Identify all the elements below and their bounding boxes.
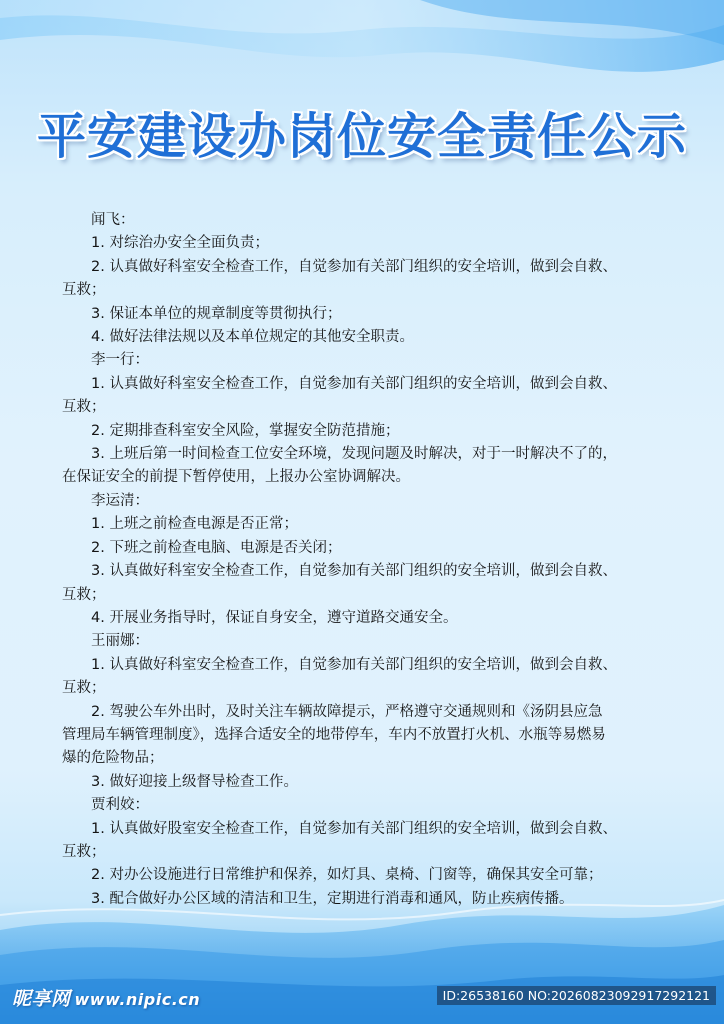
- paragraph-line: 闻飞：: [91, 212, 135, 228]
- paragraph-line: 3. 配合做好办公区域的清洁和卫生，定期进行消毒和通风，防止疾病传播。: [91, 890, 574, 907]
- paragraph-line: 爆的危险物品；: [62, 750, 164, 767]
- watermark-logo-text: 昵享网: [12, 988, 71, 1010]
- paragraph-line: 1. 认真做好科室安全检查工作，自觉参加有关部门组织的安全培训，做到会自救、: [91, 375, 617, 392]
- paragraph-line: 2. 驾驶公车外出时，及时关注车辆故障提示，严格遵守交通规则和《汤阴县应急: [91, 703, 603, 720]
- paragraph-line: 2. 下班之前检查电脑、电源是否关闭；: [91, 539, 342, 556]
- paragraph-line: 互救；: [62, 843, 106, 860]
- paragraph-line: 4. 做好法律法规以及本单位规定的其他安全职责。: [91, 329, 414, 346]
- paragraph-line: 李一行：: [91, 352, 149, 369]
- paragraph-line: 2. 对办公设施进行日常维护和保养，如灯具、桌椅、门窗等，确保其安全可靠；: [91, 867, 603, 884]
- paragraph-line: 1. 认真做好股室安全检查工作，自觉参加有关部门组织的安全培训，做到会自救、: [91, 820, 617, 837]
- paragraph-line: 1. 上班之前检查电源是否正常；: [91, 516, 298, 533]
- image-id-label: ID:26538160 NO:20260823092917292121: [437, 986, 716, 1005]
- watermark-logo: [12, 984, 200, 1011]
- paragraph-line: 3. 做好迎接上级督导检查工作。: [91, 773, 298, 790]
- paragraph-line: 1. 对综治办安全全面负责；: [91, 235, 269, 252]
- paragraph-line: 互救；: [62, 282, 106, 299]
- paragraph-line: 管理局车辆管理制度》，选择合适安全的地带停车，车内不放置打火机、水瓶等易燃易: [62, 726, 606, 743]
- paragraph-line: 2. 定期排查科室安全风险，掌握安全防范措施；: [91, 422, 400, 439]
- responsibility-text: [62, 209, 662, 911]
- paragraph-line: 贾利姣：: [91, 797, 149, 814]
- paragraph-line: 1. 认真做好科室安全检查工作，自觉参加有关部门组织的安全培训，做到会自救、: [91, 656, 617, 673]
- paragraph-line: 3. 保证本单位的规章制度等贯彻执行；: [91, 305, 342, 322]
- watermark-url: www.nipic.cn: [74, 990, 201, 1009]
- paragraph-line: 互救；: [62, 586, 106, 603]
- paragraph-line: 互救；: [62, 399, 106, 416]
- paragraph-line: 3. 上班后第一时间检查工位安全环境，发现问题及时解决，对于一时解决不了的，: [91, 446, 617, 463]
- paragraph-line: 4. 开展业务指导时，保证自身安全，遵守道路交通安全。: [91, 609, 458, 626]
- paragraph-line: 李运清：: [91, 492, 149, 509]
- paragraph-line: 互救；: [62, 680, 106, 697]
- page-title: 平安建设办岗位安全责任公示: [36, 107, 687, 165]
- paragraph-line: 王丽娜：: [91, 633, 149, 650]
- paragraph-line: 2. 认真做好科室安全检查工作，自觉参加有关部门组织的安全培训，做到会自救、: [91, 258, 617, 275]
- paragraph-line: 在保证安全的前提下暂停使用，上报办公室协调解决。: [62, 469, 410, 486]
- paragraph-line: 3. 认真做好科室安全检查工作，自觉参加有关部门组织的安全培训，做到会自救、: [91, 563, 617, 580]
